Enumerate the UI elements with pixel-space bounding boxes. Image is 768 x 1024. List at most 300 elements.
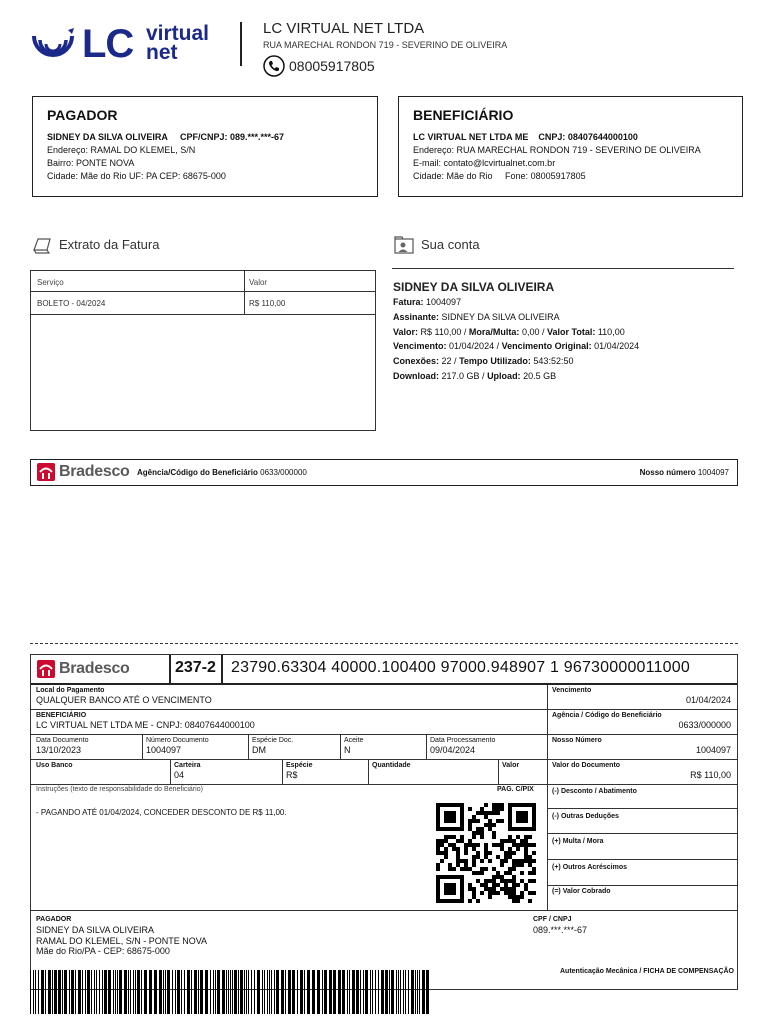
barcode-bar bbox=[300, 970, 303, 1014]
cpf-label: CPF / CNPJ bbox=[533, 916, 572, 923]
qr-module bbox=[436, 847, 440, 851]
qr-module bbox=[512, 883, 516, 887]
qr-module bbox=[476, 819, 480, 823]
valor-doc-label: Valor do Documento bbox=[552, 762, 621, 769]
qr-module bbox=[532, 843, 536, 847]
barcode-bar bbox=[205, 970, 208, 1014]
vencimento-label: Vencimento bbox=[552, 687, 592, 694]
qr-module bbox=[452, 835, 456, 839]
qr-module bbox=[476, 811, 480, 815]
especie-value: R$ bbox=[286, 770, 298, 780]
qr-module bbox=[472, 843, 476, 847]
qr-module bbox=[500, 843, 504, 847]
table-row: BOLETO - 04/2024 bbox=[37, 299, 106, 308]
qr-module bbox=[492, 803, 496, 807]
qr-module bbox=[472, 815, 476, 819]
barcode-bar bbox=[411, 970, 414, 1014]
barcode-bar bbox=[96, 970, 97, 1014]
qr-module bbox=[524, 859, 528, 863]
qr-module bbox=[492, 811, 496, 815]
bradesco-logo bbox=[37, 463, 130, 481]
table-row-valor: R$ 110,00 bbox=[249, 299, 286, 308]
qr-module bbox=[528, 859, 532, 863]
qr-module bbox=[500, 859, 504, 863]
qr-module bbox=[496, 807, 500, 811]
qr-module bbox=[488, 859, 492, 863]
qr-module bbox=[500, 803, 504, 807]
qr-module bbox=[456, 855, 460, 859]
barcode-bar bbox=[135, 970, 136, 1014]
bradesco-name: Bradesco bbox=[59, 463, 130, 480]
qr-module bbox=[468, 867, 472, 871]
barcode-bar bbox=[417, 970, 418, 1014]
qr-module bbox=[488, 819, 492, 823]
qr-module bbox=[468, 827, 472, 831]
qr-module bbox=[508, 839, 512, 843]
barcode-bar bbox=[370, 970, 371, 1014]
qr-module bbox=[496, 843, 500, 847]
qr-module bbox=[508, 867, 512, 871]
qr-module bbox=[436, 843, 440, 847]
qr-module bbox=[520, 895, 524, 899]
barcode-bar bbox=[217, 970, 220, 1014]
qr-module bbox=[508, 895, 512, 899]
local-label: Local do Pagamento bbox=[36, 687, 105, 694]
qr-module bbox=[528, 899, 532, 903]
qr-module bbox=[504, 879, 508, 883]
pix-qr-code bbox=[434, 803, 538, 903]
barcode-bar bbox=[41, 970, 44, 1014]
barcode-bar bbox=[159, 970, 162, 1014]
bank-strip bbox=[30, 459, 738, 486]
qr-module bbox=[480, 871, 484, 875]
qr-module bbox=[464, 843, 468, 847]
qr-module bbox=[484, 815, 488, 819]
barcode-bar bbox=[322, 970, 323, 1014]
qr-module bbox=[504, 855, 508, 859]
qr-module bbox=[520, 871, 524, 875]
valor-label: Valor bbox=[502, 762, 520, 769]
qr-module bbox=[464, 847, 468, 851]
qr-module bbox=[488, 851, 492, 855]
ficha-bradesco-name: Bradesco bbox=[59, 660, 130, 677]
barcode-bar bbox=[172, 970, 173, 1014]
data-doc-label: Data Documento bbox=[36, 737, 89, 744]
agencia-label: Agência / Código do Beneficiário bbox=[552, 712, 662, 719]
qr-module bbox=[504, 887, 508, 891]
qr-module bbox=[480, 859, 484, 863]
phone-icon bbox=[263, 55, 285, 77]
especie-doc-value: DM bbox=[252, 745, 266, 755]
barcode-bar bbox=[398, 970, 399, 1014]
qr-module bbox=[472, 835, 476, 839]
valor-doc-value: R$ 110,00 bbox=[690, 770, 731, 780]
qr-module bbox=[532, 867, 536, 871]
barcode-bar bbox=[78, 970, 81, 1014]
qr-module bbox=[484, 823, 488, 827]
barcode-bar bbox=[372, 970, 373, 1014]
barcode-bar bbox=[234, 970, 237, 1014]
qr-module bbox=[512, 875, 516, 879]
pagador-title: PAGADOR bbox=[47, 107, 118, 123]
qr-module bbox=[516, 859, 520, 863]
qr-module bbox=[524, 855, 528, 859]
qr-module bbox=[480, 827, 484, 831]
barcode-bar bbox=[292, 970, 295, 1014]
barcode-bar bbox=[338, 970, 341, 1014]
qr-module bbox=[436, 863, 440, 867]
company-logo bbox=[28, 20, 228, 68]
invoice-icon bbox=[32, 236, 52, 254]
barcode-bar bbox=[167, 970, 170, 1014]
qr-module bbox=[468, 887, 472, 891]
conta-name: SIDNEY DA SILVA OLIVEIRA bbox=[393, 280, 555, 294]
extrato-col-valor: Valor bbox=[249, 278, 268, 287]
qr-module bbox=[532, 851, 536, 855]
qr-module bbox=[492, 875, 496, 879]
qr-module bbox=[512, 895, 516, 899]
qr-module bbox=[484, 855, 488, 859]
barcode-bar bbox=[342, 970, 345, 1014]
barcode-bar bbox=[232, 970, 233, 1014]
barcode-bar bbox=[356, 970, 359, 1014]
barcode-bar bbox=[62, 970, 63, 1014]
qr-module bbox=[480, 811, 484, 815]
conta-conexoes: Conexões: 22 / Tempo Utilizado: 543:52:50 bbox=[393, 356, 574, 366]
qr-module bbox=[492, 879, 496, 883]
barcode-bar bbox=[281, 970, 284, 1014]
barcode-bar bbox=[117, 970, 118, 1014]
barcode-bar bbox=[137, 970, 140, 1014]
barcode-bar bbox=[128, 970, 129, 1014]
barcode-bar bbox=[210, 970, 211, 1014]
qr-module bbox=[484, 803, 488, 807]
desconto-label: (-) Desconto / Abatimento bbox=[552, 788, 637, 795]
barcode-bar bbox=[391, 970, 394, 1014]
conta-divider bbox=[392, 268, 734, 269]
pagador-endereco: Endereço: RAMAL DO KLEMEL, S/N bbox=[47, 145, 196, 155]
qr-module bbox=[500, 879, 504, 883]
barcode-bar bbox=[274, 970, 275, 1014]
logo-mark-text: LC bbox=[82, 22, 134, 66]
barcode-bar bbox=[405, 970, 406, 1014]
qr-module bbox=[436, 839, 440, 843]
qr-module bbox=[508, 871, 512, 875]
qr-module bbox=[492, 891, 496, 895]
barcode-bar bbox=[422, 970, 425, 1014]
barcode-bar bbox=[175, 970, 176, 1014]
qr-module bbox=[516, 899, 520, 903]
qr-module bbox=[520, 863, 524, 867]
qr-module bbox=[496, 855, 500, 859]
uso-banco-label: Uso Banco bbox=[36, 762, 73, 769]
carteira-label: Carteira bbox=[174, 762, 201, 769]
qr-module bbox=[492, 843, 496, 847]
barcode-bar bbox=[200, 970, 203, 1014]
barcode-bar bbox=[115, 970, 116, 1014]
qr-module bbox=[532, 859, 536, 863]
barcode-bar bbox=[119, 970, 122, 1014]
qr-module bbox=[460, 859, 464, 863]
outras-deducoes-label: (-) Outras Deduções bbox=[552, 813, 619, 820]
qr-module bbox=[512, 879, 516, 883]
vencimento-value: 01/04/2024 bbox=[685, 695, 731, 705]
qr-module bbox=[472, 863, 476, 867]
barcode-bar bbox=[365, 970, 368, 1014]
qr-module bbox=[508, 879, 512, 883]
barcode-bar bbox=[378, 970, 379, 1014]
pagador-bairro: Bairro: PONTE NOVA bbox=[47, 158, 135, 168]
barcode-bar bbox=[246, 970, 247, 1014]
conta-vencimento: Vencimento: 01/04/2024 / Vencimento Original: 01/04/2024 bbox=[393, 341, 640, 351]
barcode-bar bbox=[35, 970, 36, 1014]
beneficiario-email: E-mail: contato@lcvirtualnet.com.br bbox=[413, 158, 556, 168]
quantidade-label: Quantidade bbox=[372, 762, 411, 769]
carteira-value: 04 bbox=[174, 770, 185, 780]
conta-fatura: Fatura: 1004097 bbox=[393, 297, 462, 307]
qr-module bbox=[516, 863, 520, 867]
qr-module bbox=[532, 871, 536, 875]
barcode-bar bbox=[33, 970, 34, 1014]
barcode-bar bbox=[400, 970, 401, 1014]
qr-module bbox=[516, 843, 520, 847]
barcode-bar bbox=[349, 970, 350, 1014]
qr-module bbox=[488, 895, 492, 899]
barcode-bar bbox=[240, 970, 243, 1014]
nosso-value: 1004097 bbox=[695, 745, 731, 755]
barcode-bar bbox=[254, 970, 255, 1014]
barcode-bar bbox=[144, 970, 147, 1014]
qr-module bbox=[532, 879, 536, 883]
qr-module bbox=[496, 803, 500, 807]
qr-module bbox=[460, 835, 464, 839]
barcode-bar bbox=[133, 970, 134, 1014]
qr-module bbox=[476, 899, 480, 903]
qr-module bbox=[516, 895, 520, 899]
multa-label: (+) Multa / Mora bbox=[552, 838, 604, 845]
barcode-bar bbox=[230, 970, 231, 1014]
ficha-bradesco-logo bbox=[37, 660, 130, 678]
qr-module bbox=[520, 859, 524, 863]
linha-digitavel: 23790.63304 40000.100400 97000.948907 1 96730000011000 bbox=[231, 659, 690, 676]
qr-module bbox=[524, 883, 528, 887]
qr-module bbox=[448, 863, 452, 867]
barcode-bar bbox=[54, 970, 57, 1014]
especie-doc-label: Espécie Doc. bbox=[252, 737, 294, 744]
qr-module bbox=[520, 843, 524, 847]
qr-module bbox=[496, 871, 500, 875]
conta-download: Download: 217.0 GB / Upload: 20.5 GB bbox=[393, 371, 557, 381]
barcode-bar bbox=[99, 970, 100, 1014]
qr-module bbox=[488, 811, 492, 815]
qr-module bbox=[476, 871, 480, 875]
qr-finder-center bbox=[444, 883, 456, 895]
qr-module bbox=[512, 887, 516, 891]
bank-code: 237-2 bbox=[175, 659, 216, 676]
qr-module bbox=[480, 835, 484, 839]
barcode-bar bbox=[257, 970, 260, 1014]
barcode-bar bbox=[71, 970, 74, 1014]
qr-module bbox=[508, 891, 512, 895]
barcode-bar bbox=[58, 970, 61, 1014]
qr-module bbox=[480, 883, 484, 887]
qr-module bbox=[452, 867, 456, 871]
qr-module bbox=[524, 843, 528, 847]
logo-mark-icon bbox=[28, 24, 78, 64]
qr-module bbox=[508, 855, 512, 859]
qr-module bbox=[516, 835, 520, 839]
qr-module bbox=[492, 823, 496, 827]
ficha-pagador-end: RAMAL DO KLEMEL, S/N - PONTE NOVA bbox=[36, 936, 208, 946]
barcode-bar bbox=[149, 970, 152, 1014]
barcode-bar bbox=[288, 970, 291, 1014]
ficha-box bbox=[30, 654, 738, 990]
qr-module bbox=[524, 839, 528, 843]
conta-title: Sua conta bbox=[421, 237, 480, 252]
benef-label: BENEFICIÁRIO bbox=[36, 712, 87, 719]
qr-module bbox=[496, 891, 500, 895]
barcode-bar bbox=[163, 970, 164, 1014]
qr-module bbox=[472, 859, 476, 863]
qr-module bbox=[504, 839, 508, 843]
qr-module bbox=[532, 891, 536, 895]
qr-module bbox=[444, 855, 448, 859]
barcode-bar bbox=[85, 970, 86, 1014]
qr-module bbox=[500, 887, 504, 891]
qr-module bbox=[516, 847, 520, 851]
qr-module bbox=[500, 847, 504, 851]
barcode-bar bbox=[213, 970, 214, 1014]
qr-module bbox=[516, 883, 520, 887]
barcode-bar bbox=[244, 970, 245, 1014]
qr-module bbox=[440, 859, 444, 863]
qr-module bbox=[508, 887, 512, 891]
barcode-bar bbox=[304, 970, 305, 1014]
qr-module bbox=[512, 851, 516, 855]
barcode-bar bbox=[408, 970, 409, 1014]
qr-module bbox=[528, 891, 532, 895]
qr-module bbox=[500, 875, 504, 879]
pagador-name: SIDNEY DA SILVA OLIVEIRA CPF/CNPJ: 089.***.***-67 bbox=[47, 132, 285, 142]
barcode-bar bbox=[45, 970, 46, 1014]
qr-module bbox=[528, 879, 532, 883]
aceite-value: N bbox=[344, 745, 351, 755]
cpf-value: 089.***.***-67 bbox=[533, 925, 588, 935]
barcode-bar bbox=[389, 970, 390, 1014]
qr-module bbox=[452, 847, 456, 851]
barcode-bar bbox=[307, 970, 310, 1014]
data-doc-value: 13/10/2023 bbox=[36, 745, 82, 755]
qr-module bbox=[472, 855, 476, 859]
valor-cobrado-label: (=) Valor Cobrado bbox=[552, 888, 611, 895]
barcode-bar bbox=[194, 970, 197, 1014]
barcode-bar bbox=[363, 970, 364, 1014]
barcode bbox=[30, 970, 430, 1014]
data-proc-label: Data Processamento bbox=[430, 737, 496, 744]
barcode-bar bbox=[102, 970, 103, 1014]
barcode-bar bbox=[82, 970, 83, 1014]
qr-module bbox=[492, 831, 496, 835]
qr-module bbox=[528, 871, 532, 875]
qr-module bbox=[460, 839, 464, 843]
qr-module bbox=[444, 835, 448, 839]
barcode-bar bbox=[215, 970, 216, 1014]
qr-module bbox=[468, 839, 472, 843]
qr-module bbox=[500, 863, 504, 867]
qr-module bbox=[496, 811, 500, 815]
qr-module bbox=[476, 851, 480, 855]
qr-module bbox=[440, 851, 444, 855]
company-name: LC VIRTUAL NET LTDA bbox=[263, 20, 425, 37]
barcode-bar bbox=[94, 970, 95, 1014]
qr-module bbox=[472, 847, 476, 851]
qr-module bbox=[444, 847, 448, 851]
barcode-bar bbox=[251, 970, 252, 1014]
pagador-box bbox=[32, 96, 378, 197]
qr-module bbox=[488, 879, 492, 883]
aceite-label: Aceite bbox=[344, 737, 364, 744]
qr-module bbox=[492, 835, 496, 839]
qr-module bbox=[484, 847, 488, 851]
barcode-bar bbox=[381, 970, 384, 1014]
barcode-bar bbox=[297, 970, 298, 1014]
qr-module bbox=[472, 831, 476, 835]
qr-module bbox=[488, 891, 492, 895]
qr-module bbox=[476, 843, 480, 847]
qr-module bbox=[460, 867, 464, 871]
logo-line2: net bbox=[146, 41, 178, 64]
qr-module bbox=[484, 843, 488, 847]
qr-module bbox=[528, 863, 532, 867]
qr-module bbox=[476, 831, 480, 835]
qr-module bbox=[476, 827, 480, 831]
barcode-bar bbox=[113, 970, 114, 1014]
qr-module bbox=[484, 851, 488, 855]
qr-finder-center bbox=[444, 811, 456, 823]
barcode-bar bbox=[75, 970, 76, 1014]
barcode-bar bbox=[352, 970, 355, 1014]
barcode-bar bbox=[154, 970, 157, 1014]
qr-module bbox=[456, 859, 460, 863]
qr-module bbox=[448, 867, 452, 871]
qr-module bbox=[512, 859, 516, 863]
qr-module bbox=[496, 883, 500, 887]
qr-module bbox=[476, 879, 480, 883]
qr-module bbox=[456, 847, 460, 851]
barcode-bar bbox=[285, 970, 286, 1014]
qr-module bbox=[456, 839, 460, 843]
qr-finder-center bbox=[516, 811, 528, 823]
barcode-bar bbox=[262, 970, 263, 1014]
extrato-col-servico: Serviço bbox=[37, 278, 64, 287]
barcode-bar bbox=[396, 970, 397, 1014]
company-phone bbox=[263, 55, 375, 77]
qr-module bbox=[468, 819, 472, 823]
barcode-bar bbox=[69, 970, 70, 1014]
barcode-bar bbox=[276, 970, 279, 1014]
qr-module bbox=[440, 843, 444, 847]
barcode-bar bbox=[333, 970, 336, 1014]
qr-module bbox=[488, 827, 492, 831]
cut-line bbox=[30, 643, 738, 644]
logo-line1: virtual bbox=[146, 22, 210, 45]
barcode-bar bbox=[48, 970, 51, 1014]
qr-module bbox=[436, 851, 440, 855]
qr-module bbox=[528, 835, 532, 839]
pagador-cidade: Cidade: Mãe do Rio UF: PA CEP: 68675-000 bbox=[47, 171, 226, 181]
barcode-bar bbox=[52, 970, 53, 1014]
qr-module bbox=[504, 871, 508, 875]
